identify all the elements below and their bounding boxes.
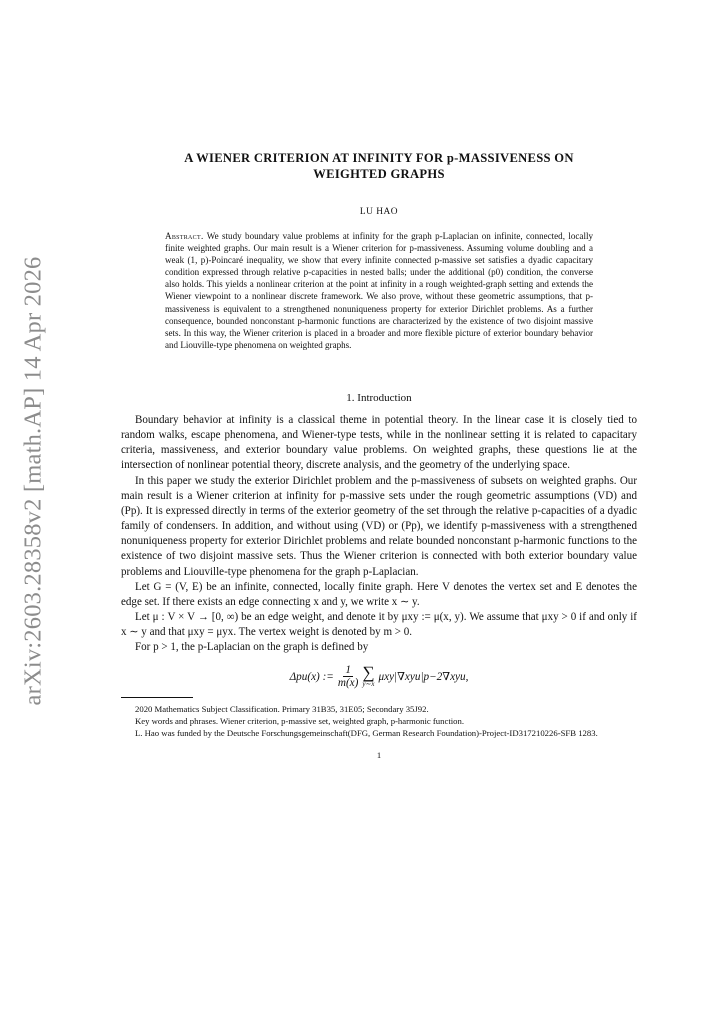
title-line-2: WEIGHTED GRAPHS xyxy=(313,167,445,181)
page-number: 1 xyxy=(376,749,382,760)
footnote-funding: L. Hao was funded by the Deutsche Forschungsgemeinschaft(DFG, German Research Foundation)-Project-ID317210226-SFB 1283. xyxy=(135,728,598,739)
fraction-numerator: 1 xyxy=(345,664,351,677)
paper-page xyxy=(121,150,637,760)
paper-title xyxy=(121,150,637,182)
title-line-1: A WIENER CRITERION AT INFINITY FOR p-MASSIVENESS ON xyxy=(184,151,574,165)
equation-fraction xyxy=(338,664,359,689)
intro-paragraph-4: Let μ : V × V → [0, ∞) be an edge weight, and denote it by μxy := μ(x, y). We assume that μxy > 0 if and only if x ∼ y and that μxy = μyx. The vertex weight is denoted by m > 0. xyxy=(121,610,637,639)
arxiv-identifier-stamp xyxy=(13,256,53,705)
intro-paragraph-5: For p > 1, the p-Laplacian on the graph is defined by xyxy=(135,641,369,654)
p-laplacian-equation xyxy=(121,664,637,689)
equation-rhs: μxy|∇xyu|p−2∇xyu, xyxy=(378,671,469,684)
footnote-divider xyxy=(121,697,193,698)
intro-paragraph-3: Let G = (V, E) be an infinite, connected, locally finite graph. Here V denotes the vertex set and E denotes the edge set. If there exists an edge connecting x and y, we write x ∼ y. xyxy=(121,580,637,608)
footnote-msc: 2020 Mathematics Subject Classification. Primary 31B35, 31E05; Secondary 35J92. xyxy=(135,704,429,715)
intro-paragraph-1: Boundary behavior at infinity is a classical theme in potential theory. In the linear case it is closely tied to random walks, escape phenomena, and Wiener-type tests, while in the nonlinear setting it is related to capacitary criteria, massiveness, and exterior boundary value problems. On weighted graphs, these questions lie at the intersection of nonlinear potential theory, discrete analysis, and the geometry of the underlying space. xyxy=(121,413,637,472)
intro-paragraph-2: In this paper we study the exterior Dirichlet problem and the p-massiveness of subsets on weighted graphs. Our main result is a Wiener criterion at infinity for p-massive sets under the rough geometric assumptions (VD) and (Pp). It is expressed directly in terms of the exterior geometry of the set through the relative p-capacities of a dyadic family of condensers. In addition, and without using (VD) or (Pp), we identify p-massiveness with a strengthened nonuniqueness property for exterior Dirichlet problems and relate bounded nonconstant p-harmonic functions to the existence of two disjoint massive sets. Thus the Wiener criterion is connected with both exterior boundary value problems and Liouville-type phenomena for the graph p-Laplacian. xyxy=(121,474,637,578)
summation-subscript: y∼x xyxy=(362,680,375,689)
summation-symbol: ∑ y∼x xyxy=(362,663,375,689)
section-heading-introduction: 1. Introduction xyxy=(346,391,412,404)
equation-lhs: Δpu(x) := xyxy=(289,670,334,683)
author-name: LU HAO xyxy=(359,207,399,217)
arxiv-id-text: arXiv:2603.28358v2 [math.AP] 14 Apr 2026 xyxy=(19,256,46,705)
abstract-block xyxy=(165,230,593,351)
abstract-text: We study boundary value problems at infinity for the graph p-Laplacian on infinite, connected, locally finite weighted graphs. Our main result is a Wiener criterion for p-massiveness. Assuming volume doubling and a weak (1, p)-Poincaré inequality, we show that every infinite connected p-massive set satisfies a dyadic capacitary condition expressed through relative p-capacities in nested balls; under the additional (p0) condition, the converse also holds. This yields a nonlinear criterion at the point at infinity in a rough weighted-graph setting and extends the Wiener viewpoint to a nonlinear discrete framework. We also prove, without these geometric assumptions, that p-massiveness is equivalent to a strengthened nonuniqueness property for exterior Dirichlet problems. As a further consequence, bounded nonconstant p-harmonic functions are characterized by the existence of two disjoint massive sets. In this way, the Wiener criterion is placed in a broader and more flexible picture of exterior boundary behavior and Liouville-type phenomena on weighted graphs. xyxy=(165,231,593,350)
footnote-keywords: Key words and phrases. Wiener criterion, p-massive set, weighted graph, p-harmonic function. xyxy=(135,716,465,727)
abstract-label: Abstract. xyxy=(165,231,204,241)
fraction-denominator: m(x) xyxy=(337,677,359,690)
